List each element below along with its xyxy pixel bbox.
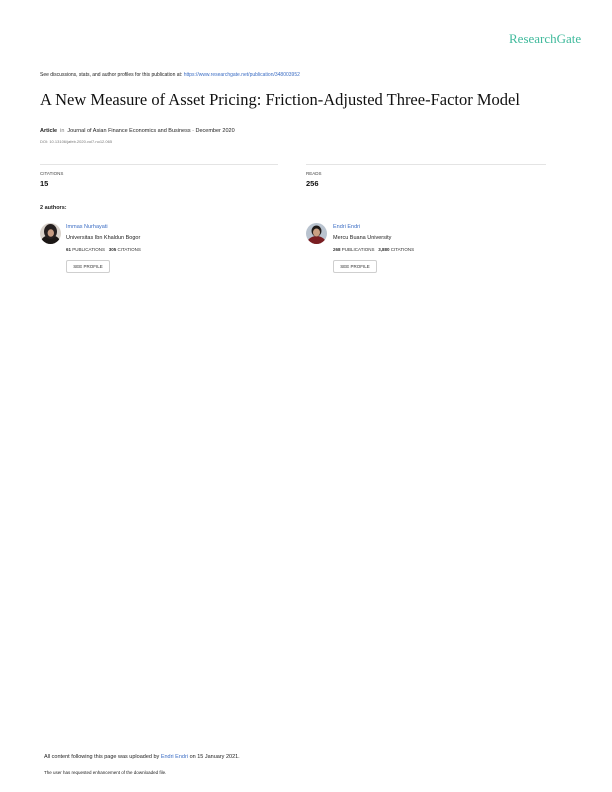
discussion-prefix: See discussions, stats, and author profiles for this publication at: bbox=[40, 72, 183, 78]
author-institution: Mercu Buana University bbox=[333, 235, 392, 241]
discussion-line bbox=[40, 72, 300, 78]
publications-label: PUBLICATIONS bbox=[72, 247, 105, 252]
author-stats bbox=[333, 247, 414, 252]
author-citations-label: CITATIONS bbox=[390, 247, 415, 252]
publications-label: PUBLICATIONS bbox=[341, 247, 375, 252]
uploader-link[interactable]: Endri Endri bbox=[160, 754, 189, 760]
upload-note bbox=[44, 754, 240, 760]
reads-count: 256 bbox=[306, 179, 319, 188]
upload-prefix: All content following this page was uploaded by bbox=[44, 754, 160, 760]
paper-title: A New Measure of Asset Pricing: Friction-Adjusted Three-Factor Model bbox=[40, 90, 520, 109]
author-avatar[interactable] bbox=[306, 223, 327, 244]
authors-heading: 2 authors: bbox=[40, 205, 67, 211]
citations-label: CITATIONS bbox=[40, 171, 64, 176]
author-name-link[interactable]: Endri Endri bbox=[333, 224, 361, 230]
author-institution: Universitas Ibn Khaldun Bogor bbox=[66, 235, 141, 241]
upload-suffix: on 15 January 2021. bbox=[189, 754, 240, 760]
journal-venue: Journal of Asian Finance Economics and Business · December 2020 bbox=[67, 128, 235, 134]
citations-count: 15 bbox=[40, 179, 49, 188]
researchgate-logo[interactable]: ResearchGate bbox=[509, 31, 582, 46]
reads-divider bbox=[306, 164, 546, 165]
enhancement-note: The user has requested enhancement of the downloaded file. bbox=[44, 770, 167, 775]
author-citations-count: 305 bbox=[108, 247, 117, 252]
publication-url-link[interactable]: https://www.researchgate.net/publication/348003952 bbox=[183, 72, 300, 78]
article-type: Article bbox=[40, 128, 58, 134]
see-profile-button[interactable]: SEE PROFILE bbox=[333, 260, 377, 273]
reads-label: READS bbox=[306, 171, 322, 176]
author-avatar[interactable] bbox=[40, 223, 61, 244]
doi: DOI: 10.13106/jafeb.2020.vol7.no12.065 bbox=[40, 139, 113, 144]
author-citations-count: 3,880 bbox=[378, 247, 390, 252]
publications-count: 61 bbox=[66, 247, 72, 252]
author-photo-icon bbox=[40, 223, 61, 244]
citations-divider bbox=[40, 164, 278, 165]
in-label: in bbox=[60, 128, 65, 134]
author-citations-label: CITATIONS bbox=[117, 247, 141, 252]
article-meta bbox=[40, 128, 235, 134]
author-stats bbox=[66, 247, 141, 252]
author-photo-icon bbox=[306, 223, 327, 244]
author-name-link[interactable]: Immas Nurhayati bbox=[66, 224, 108, 230]
publications-count: 268 bbox=[333, 247, 341, 252]
see-profile-button[interactable]: SEE PROFILE bbox=[66, 260, 110, 273]
